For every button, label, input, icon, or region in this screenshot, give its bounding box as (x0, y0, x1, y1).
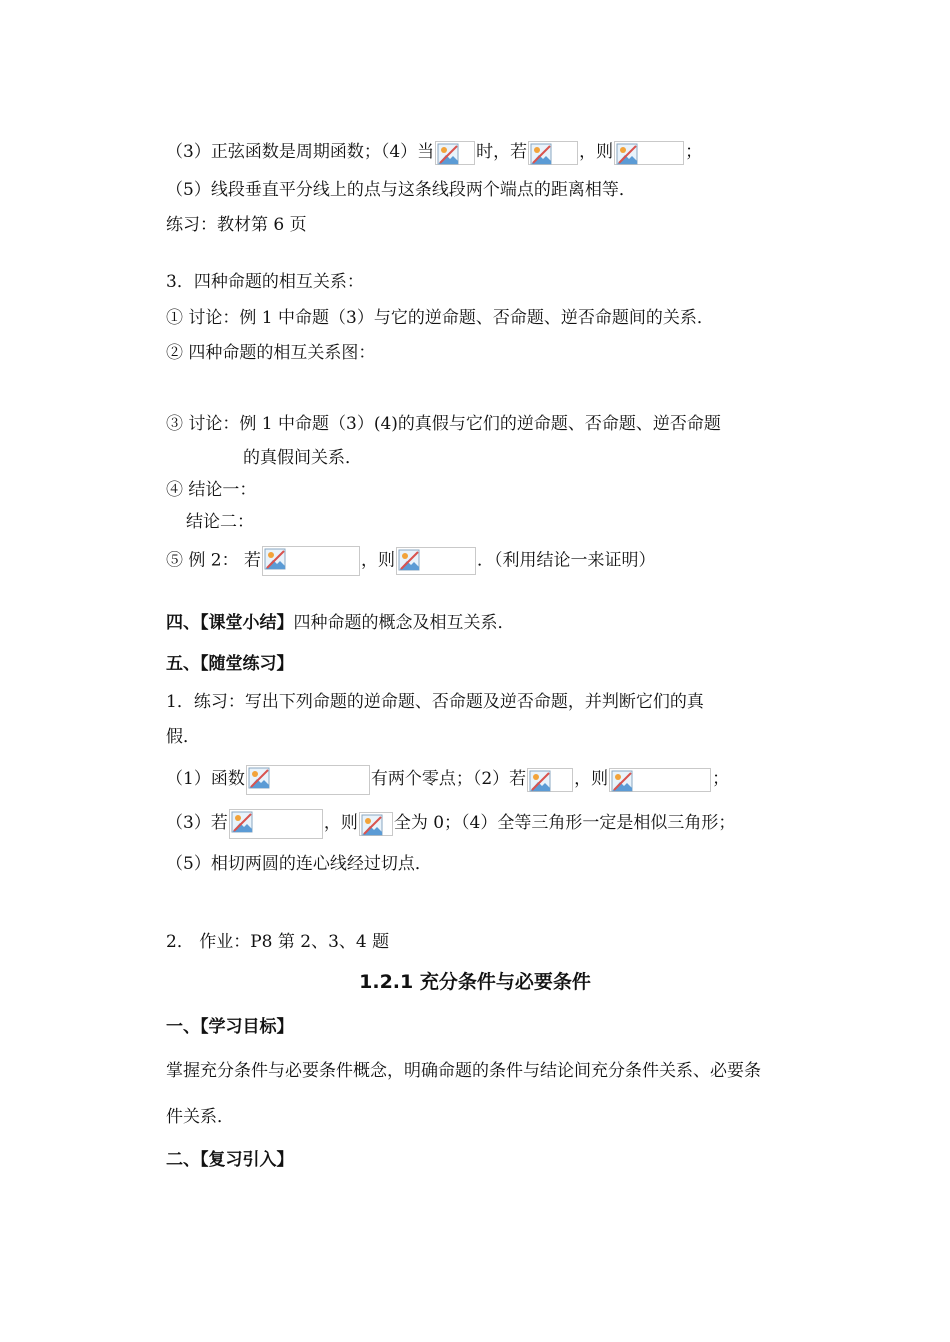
section-heading: 五、【随堂练习】 (166, 654, 294, 674)
section-heading: 一、【学习目标】 (166, 1017, 294, 1037)
text-line: 掌握充分条件与必要条件概念，明确命题的条件与结论间充分条件关系、必要条 (166, 1061, 761, 1081)
text-line: （5）相切两圆的连心线经过切点． (166, 854, 432, 874)
broken-image-icon (396, 547, 476, 575)
section-heading: 二、【复习引入】 (166, 1150, 294, 1170)
broken-image-icon (359, 812, 393, 836)
text-fragment: ； (712, 769, 730, 789)
section-label: 四、【课堂小结】 (166, 613, 294, 633)
broken-image-icon (229, 809, 323, 839)
text-fragment: 时，若 (476, 142, 528, 162)
text-line: 3．四种命题的相互关系： (166, 272, 364, 292)
text-fragment: ，则 (361, 550, 396, 571)
text-line: ① 讨论：例 1 中命题（3）与它的逆命题、否命题、逆否命题间的关系． (166, 308, 714, 328)
text-line: 1．练习：写出下列命题的逆命题、否命题及逆否命题，并判断它们的真 (166, 692, 704, 712)
text-line: 假． (166, 727, 200, 747)
text-line: 件关系． (166, 1107, 234, 1127)
text-fragment: （3）正弦函数是周期函数；（4）当 (166, 142, 435, 162)
page-title: 1.2.1 充分条件与必要条件 (359, 971, 591, 993)
text-fragment: ⑤ 例 2： 若 (166, 550, 262, 571)
text-line (166, 764, 729, 794)
broken-image-icon (609, 768, 711, 792)
text-line (166, 808, 735, 838)
text-line: 练习：教材第 6 页 (166, 215, 307, 235)
text-fragment: ，则 (579, 142, 614, 162)
text-line: 的真假间关系． (243, 448, 362, 468)
text-line: ④ 结论一： (166, 480, 257, 500)
section-heading (166, 611, 515, 635)
text-fragment: ，则 (574, 769, 609, 789)
text-fragment: ．（利用结论一来证明） (477, 550, 656, 571)
text-fragment: ； (685, 142, 703, 162)
text-line: 2． 作业：P8 第 2、3、4 题 (166, 932, 390, 952)
text-line: ③ 讨论：例 1 中命题（3）(4)的真假与它们的逆命题、否命题、逆否命题 (166, 414, 721, 434)
text-line: ② 四种命题的相互关系图： (166, 343, 376, 363)
text-line: 结论二： (186, 512, 254, 532)
text-fragment: （1）函数 (166, 769, 245, 789)
broken-image-icon (527, 768, 573, 792)
text-fragment: （3）若 (166, 813, 228, 833)
broken-image-icon (614, 141, 684, 165)
text-line: （5）线段垂直平分线上的点与这条线段两个端点的距离相等． (166, 180, 636, 200)
section-text: 四种命题的概念及相互关系． (293, 613, 515, 633)
text-fragment: 有两个零点；（2）若 (370, 769, 527, 789)
text-line (166, 140, 702, 164)
broken-image-icon (262, 546, 360, 576)
text-line (166, 546, 656, 570)
broken-image-icon (528, 141, 578, 165)
text-fragment: ，则 (323, 813, 358, 833)
broken-image-icon (435, 141, 475, 165)
text-fragment: 全为 0；（4）全等三角形一定是相似三角形； (393, 813, 736, 833)
broken-image-icon (246, 765, 370, 795)
